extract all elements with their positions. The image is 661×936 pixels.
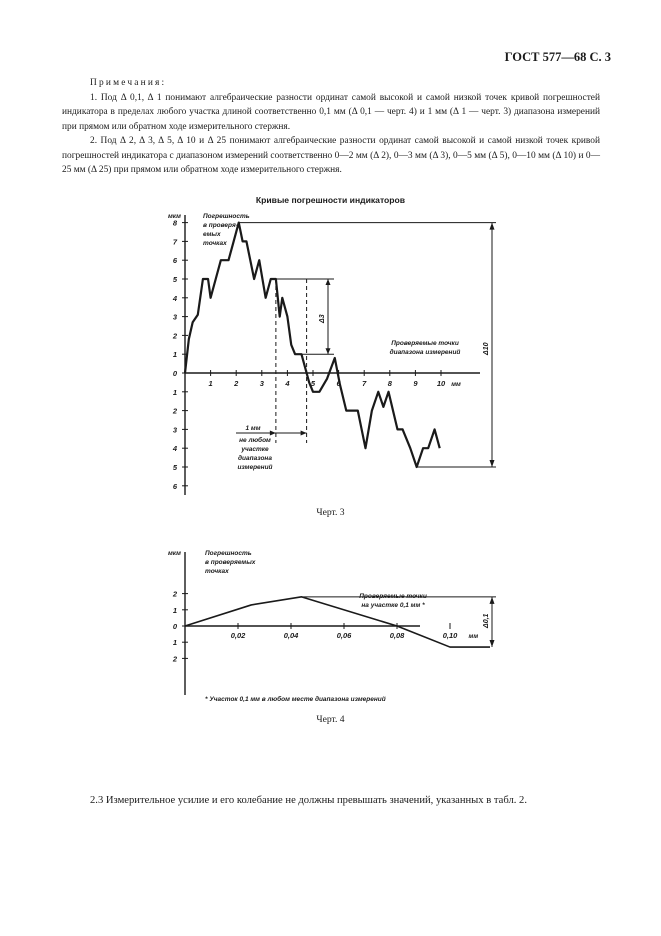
window-note-label: диапазона (238, 455, 272, 462)
y-tick-label: 4 (172, 293, 177, 303)
delta01-arrow-top (490, 597, 495, 604)
y-tick-label: 7 (172, 237, 177, 247)
x-tick-label: 0,08 (389, 631, 405, 640)
window-note-label: измерений (237, 464, 273, 471)
window-length-label: 1 мм (245, 425, 261, 432)
window-note-label: не любом (239, 437, 271, 444)
x-tick-label: 1 (208, 379, 213, 388)
x-tick-label: 0,10 (442, 631, 458, 640)
x-tick-label: 3 (259, 379, 264, 388)
y-axis-label: Погрешность (205, 550, 252, 557)
y-axis-label: в проверя- (203, 222, 238, 229)
error-curve-chart-3 (0, 205, 661, 500)
y-tick-label: 4 (172, 444, 177, 454)
y-tick-label: 1 (172, 605, 177, 615)
x-tick-label: 6 (336, 379, 341, 388)
x-tick-label: 9 (413, 379, 418, 388)
window-arrow-right (301, 431, 307, 436)
y-tick-label: 2 (172, 331, 177, 341)
x-tick-label: 2 (234, 379, 239, 388)
x-tick-label: 5 (310, 379, 316, 388)
error-curve-chart-4 (0, 540, 661, 710)
window-note-label: участке (241, 446, 269, 453)
delta10-arrow-bottom (490, 460, 495, 467)
y-tick-label: 1 (172, 350, 177, 360)
caption-chart-3: Черт. 3 (316, 507, 345, 518)
y-tick-label: 6 (172, 256, 177, 266)
delta01-label: Δ0,1 (483, 613, 490, 628)
delta10-label: Δ10 (483, 342, 490, 355)
y-tick-label: 2 (172, 654, 177, 664)
y-tick-label: 5 (172, 463, 177, 472)
y-unit-label: мкм (168, 550, 181, 557)
x-tick-label: 0,02 (230, 631, 246, 640)
y-axis-label: Погрешность (203, 213, 250, 220)
y-tick-label: 3 (172, 312, 177, 322)
delta3-arrow-bottom (326, 348, 331, 354)
delta3-label: Δ3 (319, 314, 326, 323)
x-axis-label: на участке 0,1 мм * (361, 602, 425, 609)
y-unit-label: мкм (168, 213, 181, 220)
x-axis-label: Проверяемые точки (391, 340, 459, 347)
y-tick-label: 3 (172, 425, 177, 435)
y-tick-label: 2 (172, 406, 177, 416)
note-2: 2. Под Δ 2, Δ 3, Δ 5, Δ 10 и Δ 25 понимают алгебраические разности ординат самой высокой и самой низкой точек кривой погрешностей индикатора с диапазоном измерений соответственно 0—2 мм (Δ 2), 0—3 мм (Δ 3), 0—5 мм (Δ 5), 0—10 мм (Δ 10) и 0—25 мм (Δ 25) при прямом или обратном ходе измерительного стержня. (62, 136, 600, 175)
x-axis-label: диапазона измерений (389, 349, 461, 356)
x-tick-label: 10 (436, 379, 446, 388)
caption-chart-4: Черт. 4 (316, 714, 345, 725)
y-axis-label: точках (205, 568, 229, 575)
y-axis-label: точках (203, 240, 227, 247)
delta10-arrow-top (490, 223, 495, 230)
y-tick-label: 6 (172, 481, 177, 491)
x-tick-label: 7 (362, 379, 367, 388)
x-tick-label: 0,06 (336, 631, 352, 640)
delta3-arrow-top (326, 279, 331, 285)
y-tick-label: 0 (172, 622, 177, 631)
note-1: 1. Под Δ 0,1, Δ 1 понимают алгебраические разности ординат самой высокой и самой низкой точек кривой погрешностей индикатора в пределах любого участка длиной соответственно 0,1 мм (Δ 0,1 — черт. 4) и 1 мм (Δ 1 — черт. 3) диапазона измерений при прямом или обратном ходе измерительного стержня. (62, 92, 600, 132)
y-tick-label: 2 (172, 589, 177, 599)
window-arrow-left (270, 431, 276, 436)
x-unit-label: мм (451, 381, 461, 388)
delta01-arrow-bottom (490, 640, 495, 647)
y-tick-label: 5 (172, 275, 177, 284)
paragraph-2-3: 2.3 Измерительное усилие и его колебание не должны превышать значений, указанных в табл. 2. (90, 795, 527, 806)
y-tick-label: 8 (172, 218, 177, 228)
y-tick-label: 0 (172, 369, 177, 378)
x-unit-label: мм (468, 633, 479, 640)
x-axis-label: Проверяемые точки (359, 593, 427, 600)
page-header: ГОСТ 577—68 С. 3 (504, 50, 611, 64)
chart-title: Кривые погрешности индикаторов (255, 195, 406, 205)
y-axis-label: в проверяемых (205, 559, 256, 566)
y-tick-label: 1 (172, 638, 177, 648)
y-tick-label: 1 (172, 387, 177, 397)
notes-block (62, 76, 600, 178)
x-tick-label: 4 (285, 379, 290, 388)
x-tick-label: 0,04 (283, 631, 299, 640)
notes-title: Примечания: (90, 78, 167, 88)
chart-footnote: * Участок 0,1 мм в любом месте диапазона измерений (205, 696, 386, 703)
x-tick-label: 8 (387, 379, 392, 388)
y-axis-label: емых (203, 231, 221, 238)
